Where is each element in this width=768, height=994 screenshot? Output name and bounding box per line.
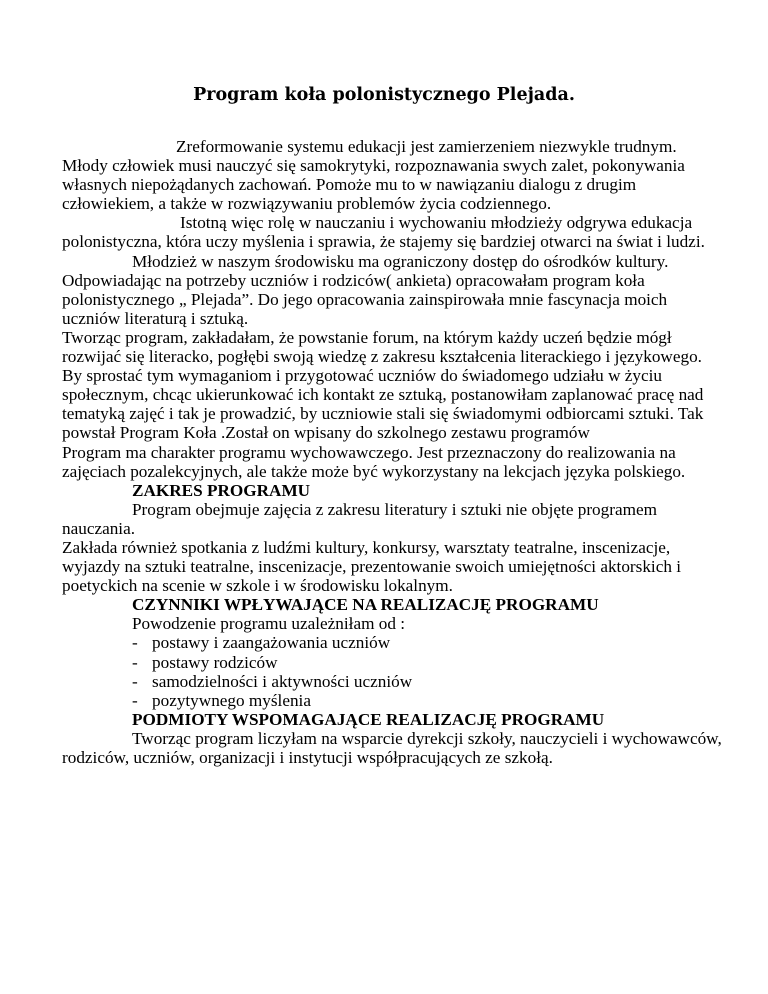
paragraph: Tworząc program liczyłam na wsparcie dyrekcji szkoły, nauczycieli i wychowawców, rodziców, uczniów, organizacji i instytucji współpracujących ze szkołą.	[62, 728, 722, 767]
list-item: - samodzielności i aktywności uczniów	[132, 671, 413, 691]
paragraph: Młodzież w naszym środowisku ma ograniczony dostęp do ośrodków kultury. Odpowiadając na potrzeby uczniów i rodziców( ankieta) opracowałam program koła polonistycznego „ Plejada”. Do jego opracowania zainspirowała mnie fascynacja moich uczniów literaturą i sztuką.	[62, 251, 669, 328]
paragraph: Zakłada również spotkania z ludźmi kultury, konkursy, warsztaty teatralne, inscenizacje, wyjazdy na sztuki teatralne, inscenizacje, prezentowanie swoich umiejętności aktorskich i poetyckich na scenie w szkole i w środowisku lokalnym.	[62, 537, 681, 596]
list-intro: Powodzenie programu uzależniłam od :	[132, 614, 406, 634]
section-heading-podmioty: PODMIOTY WSPOMAGAJĄCE REALIZACJĘ PROGRAMU	[132, 709, 605, 729]
section-heading-zakres: ZAKRES PROGRAMU	[132, 480, 311, 500]
paragraph: Zreformowanie systemu edukacji jest zamierzeniem niezwykle trudnym. Młody człowiek musi nauczyć się samokrytyki, rozpoznawania swych zalet, pokonywania własnych niepożądanych zachowań. Pomoże mu to w nawiązaniu dialogu z drugim człowiekiem, a także w rozwiązywaniu problemów życia codziennego.	[62, 137, 685, 214]
section-heading-czynniki: CZYNNIKI WPŁYWAJĄCE NA REALIZACJĘ PROGRAMU	[132, 595, 599, 615]
paragraph: Istotną więc rolę w nauczaniu i wychowaniu młodzieży odgrywa edukacja polonistyczna, która uczy myślenia i sprawia, że stajemy się bardziej otwarci na świat i ludzi.	[62, 213, 705, 252]
paragraph: By sprostać tym wymaganiom i przygotować uczniów do świadomego udziału w życiu społecznym, chcąc ukierunkować ich kontakt ze sztuką, postanowiłam zaplanować pracę nad tematyką zajęć i tak je prowadzić, by uczniowie stali się świadomymi odbiorcami sztuki. Tak powstał Program Koła .Został on wpisany do szkolnego zestawu programów	[62, 366, 704, 443]
list-item: - postawy i zaangażowania uczniów	[132, 633, 391, 653]
paragraph: Program obejmuje zajęcia z zakresu literatury i sztuki nie objęte programem nauczania.	[62, 499, 657, 538]
list-item: - pozytywnego myślenia	[132, 690, 311, 710]
paragraph: Program ma charakter programu wychowawczego. Jest przeznaczony do realizowania na zajęciach pozalekcyjnych, ale także może być wykorzystany na lekcjach języka polskiego.	[62, 442, 686, 481]
document-body	[62, 137, 722, 767]
list-item: - postawy rodziców	[132, 652, 278, 672]
document-title: Program koła polonistycznego Plejada.	[193, 85, 575, 105]
paragraph: Tworząc program, zakładałam, że powstanie forum, na którym każdy uczeń będzie mógł rozwijać się literacko, pogłębi swoją wiedzę z zakresu kształcenia literackiego i językowego.	[62, 327, 702, 367]
